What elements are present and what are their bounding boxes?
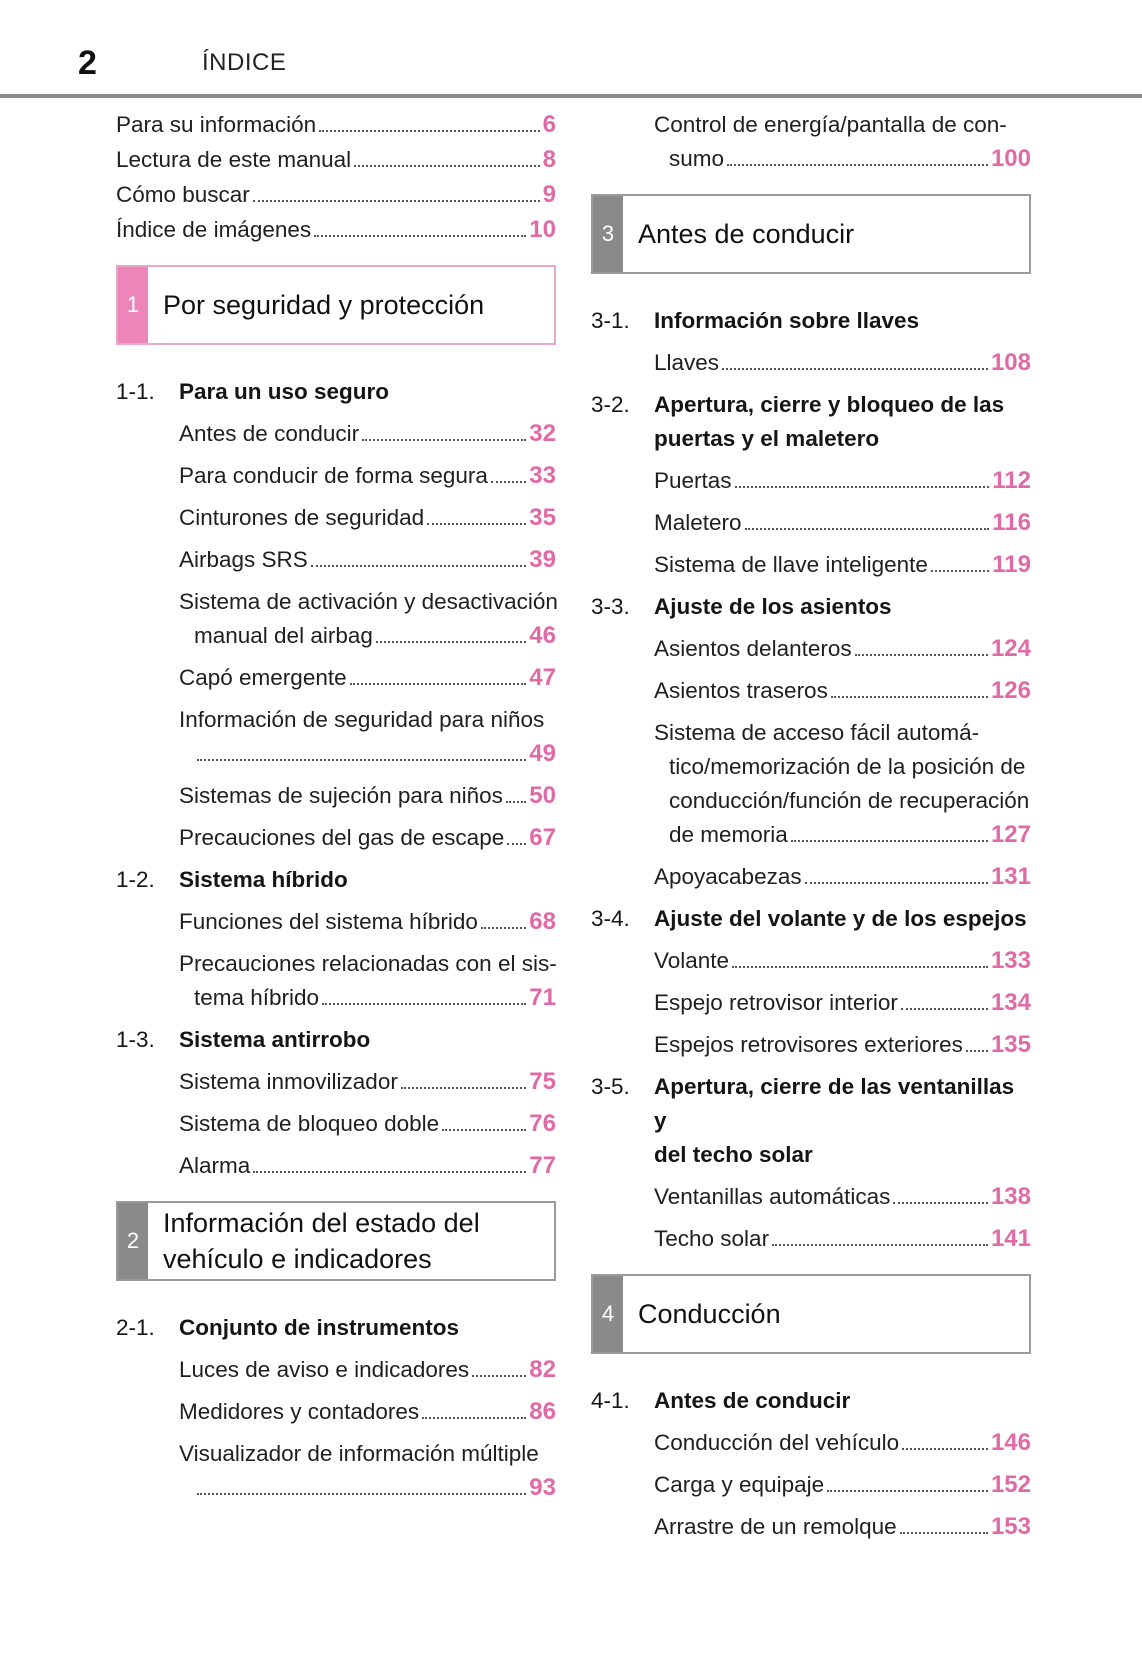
toc-entry[interactable] [654, 944, 1031, 978]
subsection-title: Para un uso seguro [179, 379, 390, 404]
subsection-heading[interactable] [591, 304, 1031, 338]
entry-label-line: Control de energía/pantalla de con- [654, 112, 1007, 137]
entry-label: Llaves [654, 350, 720, 375]
entry-page: 138 [990, 1183, 1031, 1210]
section-header-1[interactable] [116, 265, 556, 345]
dot-leader [893, 1202, 988, 1204]
entry-label: Apoyacabezas [654, 864, 802, 889]
dot-leader [901, 1008, 988, 1010]
entry-label-line: Visualizador de información múltiple [179, 1441, 539, 1466]
subsection-number: 4-1. [591, 1388, 630, 1413]
entry-page: 32 [529, 420, 556, 447]
entry-page: 46 [529, 622, 556, 649]
toc-entry[interactable] [179, 821, 556, 855]
entry-label: Carga y equipaje [654, 1472, 825, 1497]
subsection-heading[interactable] [591, 590, 1031, 624]
entry-page: 135 [990, 1031, 1031, 1058]
entry-page: 67 [529, 824, 556, 851]
entry-label: Maletero [654, 510, 742, 535]
entry-label: Sistemas de sujeción para niños [179, 783, 503, 808]
entry-label: Funciones del sistema híbrido [179, 909, 478, 934]
entry-label: Alarma [179, 1153, 251, 1178]
entry-label: Volante [654, 948, 730, 973]
entry-label: Lectura de este manual [116, 147, 352, 172]
entry-label: sumo [669, 146, 725, 171]
entry-page: 153 [990, 1513, 1031, 1540]
subsection-number: 2-1. [116, 1315, 155, 1340]
entry-page: 33 [529, 462, 556, 489]
entry-label: Ventanillas automáticas [654, 1184, 891, 1209]
subsection-title: Sistema híbrido [179, 867, 348, 892]
dot-leader [350, 683, 527, 685]
entry-page: 71 [529, 984, 556, 1011]
dot-leader [322, 1003, 526, 1005]
section-number: 4 [593, 1276, 623, 1352]
toc-entry[interactable] [179, 1395, 556, 1429]
toc-entry[interactable] [116, 178, 556, 212]
subsection-heading[interactable] [591, 1070, 1031, 1172]
entry-label: manual del airbag [194, 623, 373, 648]
entry-label: tema híbrido [194, 985, 320, 1010]
entry-page: 49 [529, 740, 556, 767]
entry-page: 86 [529, 1398, 556, 1425]
section-header-3[interactable] [591, 194, 1031, 274]
toc-entry[interactable] [654, 632, 1031, 666]
subsection-title-line: Apertura, cierre de las ventanillas y [654, 1074, 1015, 1133]
entry-label: Espejo retrovisor interior [654, 990, 898, 1015]
subsection-number: 1-2. [116, 867, 155, 892]
entry-page: 112 [992, 467, 1031, 494]
entry-page: 146 [990, 1429, 1031, 1456]
dot-leader [791, 840, 988, 842]
dot-leader [354, 165, 539, 167]
entry-label-line: Sistema de acceso fácil automá- [654, 720, 980, 745]
entry-label: Sistema de bloqueo doble [179, 1111, 440, 1136]
entry-label: Luces de aviso e indicadores [179, 1357, 470, 1382]
dot-leader [855, 654, 988, 656]
dot-leader [491, 481, 526, 483]
toc-entry[interactable] [116, 213, 556, 247]
toc-entry[interactable] [179, 543, 556, 577]
dot-leader [805, 882, 988, 884]
toc-entry[interactable] [654, 506, 1031, 540]
subsection-title: Información sobre llaves [654, 308, 920, 333]
dot-leader [900, 1532, 988, 1534]
subsection-number: 3-5. [591, 1074, 630, 1099]
section-number: 2 [118, 1203, 148, 1279]
entry-page: 124 [990, 635, 1031, 662]
dot-leader [831, 696, 988, 698]
entry-label-line: tico/memorización de la posición de [669, 754, 1026, 779]
entry-page: 76 [529, 1110, 556, 1137]
toc-entry[interactable] [654, 716, 1031, 852]
dot-leader [314, 235, 526, 237]
dot-leader [931, 570, 989, 572]
dot-leader [376, 641, 526, 643]
subsection-title [654, 388, 1031, 456]
subsection-title: Conjunto de instrumentos [179, 1315, 459, 1340]
dot-leader [732, 966, 988, 968]
dot-leader [722, 368, 988, 370]
dot-leader [507, 843, 526, 845]
toc-entry[interactable] [179, 661, 556, 695]
subsection-title: Sistema antirrobo [179, 1027, 371, 1052]
entry-page: 39 [529, 546, 556, 573]
subsection-title: Ajuste del volante y de los espejos [654, 906, 1027, 931]
subsection-heading[interactable] [116, 1311, 556, 1345]
entry-label: Conducción del vehículo [654, 1430, 900, 1455]
entry-label-line: conducción/función de recuperación [669, 788, 1030, 813]
entry-page: 10 [529, 216, 556, 243]
entry-page: 100 [990, 145, 1031, 172]
toc-entry[interactable] [654, 1028, 1031, 1062]
entry-page: 131 [990, 863, 1031, 890]
subsection-title-line: puertas y el maletero [654, 426, 880, 451]
entry-page: 134 [990, 989, 1031, 1016]
subsection-title: Antes de conducir [654, 1388, 851, 1413]
section-title-line: Información del estado del [163, 1208, 480, 1238]
toc-entry[interactable] [179, 1107, 556, 1141]
dot-leader [427, 523, 526, 525]
toc-entry[interactable] [654, 548, 1031, 582]
dot-leader [772, 1244, 988, 1246]
entry-label: Para conducir de forma segura [179, 463, 488, 488]
entry-label-line: Precauciones relacionadas con el sis- [179, 951, 557, 976]
toc-entry[interactable] [179, 905, 556, 939]
subsection-title: Ajuste de los asientos [654, 594, 892, 619]
entry-label: Para su información [116, 112, 317, 137]
toc-left-column [116, 108, 556, 1513]
subsection-heading[interactable] [116, 375, 556, 409]
entry-page: 119 [992, 551, 1031, 578]
section-header-4[interactable] [591, 1274, 1031, 1354]
section-title-line: vehículo e indicadores [163, 1244, 432, 1274]
toc-entry[interactable] [179, 1353, 556, 1387]
entry-page: 47 [529, 664, 556, 691]
toc-entry[interactable] [654, 1180, 1031, 1214]
entry-label: de memoria [669, 822, 788, 847]
page-header [0, 0, 1142, 100]
toc-entry[interactable] [179, 947, 556, 1015]
entry-label: Precauciones del gas de escape [179, 825, 505, 850]
toc-entry[interactable] [179, 779, 556, 813]
section-title: Antes de conducir [638, 219, 855, 249]
toc-entry[interactable] [654, 674, 1031, 708]
subsection-number: 1-1. [116, 379, 155, 404]
toc-entry[interactable] [654, 464, 1031, 498]
entry-label: Cómo buscar [116, 182, 250, 207]
toc-entry[interactable] [179, 417, 556, 451]
entry-label: Medidores y contadores [179, 1399, 420, 1424]
toc-entry[interactable] [654, 860, 1031, 894]
entry-page: 141 [990, 1225, 1031, 1252]
dot-leader [253, 200, 540, 202]
subsection-heading[interactable] [591, 1384, 1031, 1418]
entry-page: 50 [529, 782, 556, 809]
toc-entry[interactable] [654, 1510, 1031, 1544]
subsection-number: 3-4. [591, 906, 630, 931]
dot-leader [506, 801, 526, 803]
subsection-number: 1-3. [116, 1027, 155, 1052]
entry-label: Cinturones de seguridad [179, 505, 425, 530]
dot-leader [966, 1050, 988, 1052]
toc-entry[interactable] [654, 986, 1031, 1020]
page-number: 2 [78, 44, 97, 82]
toc-entry[interactable] [116, 143, 556, 177]
header-rule [0, 94, 1142, 98]
dot-leader [745, 528, 990, 530]
entry-page: 127 [990, 821, 1031, 848]
entry-page: 108 [990, 349, 1031, 376]
dot-leader [481, 927, 526, 929]
entry-label: Airbags SRS [179, 547, 308, 572]
toc-entry[interactable] [179, 501, 556, 535]
dot-leader [827, 1490, 988, 1492]
subsection-heading[interactable] [591, 388, 1031, 456]
entry-label: Espejos retrovisores exteriores [654, 1032, 963, 1057]
toc-right-column [591, 108, 1031, 1552]
section-header-2[interactable] [116, 1201, 556, 1281]
subsection-number: 3-3. [591, 594, 630, 619]
entry-page: 152 [990, 1471, 1031, 1498]
entry-label-line: Sistema de activación y desactivación [179, 589, 558, 614]
entry-label: Puertas [654, 468, 732, 493]
toc-entry[interactable] [179, 1149, 556, 1183]
entry-label: Capó emergente [179, 665, 347, 690]
dot-leader [311, 565, 526, 567]
entry-page: 82 [529, 1356, 556, 1383]
toc-entry[interactable] [116, 108, 556, 142]
entry-label: Asientos traseros [654, 678, 828, 703]
entry-label: Techo solar [654, 1226, 770, 1251]
section-number: 3 [593, 196, 623, 272]
entry-page: 75 [529, 1068, 556, 1095]
entry-page: 133 [990, 947, 1031, 974]
entry-page: 8 [542, 146, 556, 173]
toc-entry[interactable] [179, 459, 556, 493]
entry-page: 68 [529, 908, 556, 935]
section-title [148, 1203, 480, 1279]
dot-leader [727, 164, 988, 166]
dot-leader [253, 1171, 526, 1173]
toc-entry[interactable] [179, 1065, 556, 1099]
subsection-title-line: Apertura, cierre y bloqueo de las [654, 392, 1005, 417]
toc-entry[interactable] [654, 1222, 1031, 1256]
entry-page: 77 [529, 1152, 556, 1179]
entry-page: 9 [542, 181, 556, 208]
entry-page: 93 [529, 1474, 556, 1501]
dot-leader [735, 486, 990, 488]
entry-page: 116 [992, 509, 1031, 536]
section-title: Por seguridad y protección [163, 290, 485, 320]
dot-leader [197, 1493, 526, 1495]
dot-leader [362, 439, 526, 441]
subsection-heading[interactable] [591, 902, 1031, 936]
dot-leader [319, 130, 540, 132]
toc-entry[interactable] [179, 585, 556, 653]
dot-leader [197, 759, 526, 761]
subsection-title [654, 1070, 1031, 1172]
section-number: 1 [118, 267, 148, 343]
dot-leader [902, 1448, 988, 1450]
dot-leader [422, 1417, 526, 1419]
toc-entry[interactable] [654, 1426, 1031, 1460]
entry-page: 35 [529, 504, 556, 531]
toc-entry[interactable] [179, 1437, 556, 1505]
entry-label: Sistema inmovilizador [179, 1069, 398, 1094]
entry-page: 6 [542, 111, 556, 138]
toc-entry[interactable] [654, 108, 1031, 176]
subsection-heading[interactable] [116, 863, 556, 897]
toc-entry[interactable] [179, 703, 556, 771]
subsection-title-line: del techo solar [654, 1142, 813, 1167]
header-title: ÍNDICE [202, 49, 287, 76]
subsection-heading[interactable] [116, 1023, 556, 1057]
entry-label: Índice de imágenes [116, 217, 312, 242]
subsection-number: 3-1. [591, 308, 630, 333]
toc-entry[interactable] [654, 1468, 1031, 1502]
dot-leader [472, 1375, 526, 1377]
entry-page: 126 [990, 677, 1031, 704]
entry-label: Arrastre de un remolque [654, 1514, 897, 1539]
entry-label: Asientos delanteros [654, 636, 852, 661]
section-title: Conducción [638, 1299, 781, 1329]
subsection-number: 3-2. [591, 392, 630, 417]
entry-label-line: Información de seguridad para niños [179, 707, 545, 732]
dot-leader [401, 1087, 526, 1089]
entry-label: Antes de conducir [179, 421, 360, 446]
toc-entry[interactable] [654, 346, 1031, 380]
entry-label: Sistema de llave inteligente [654, 552, 928, 577]
dot-leader [442, 1129, 526, 1131]
